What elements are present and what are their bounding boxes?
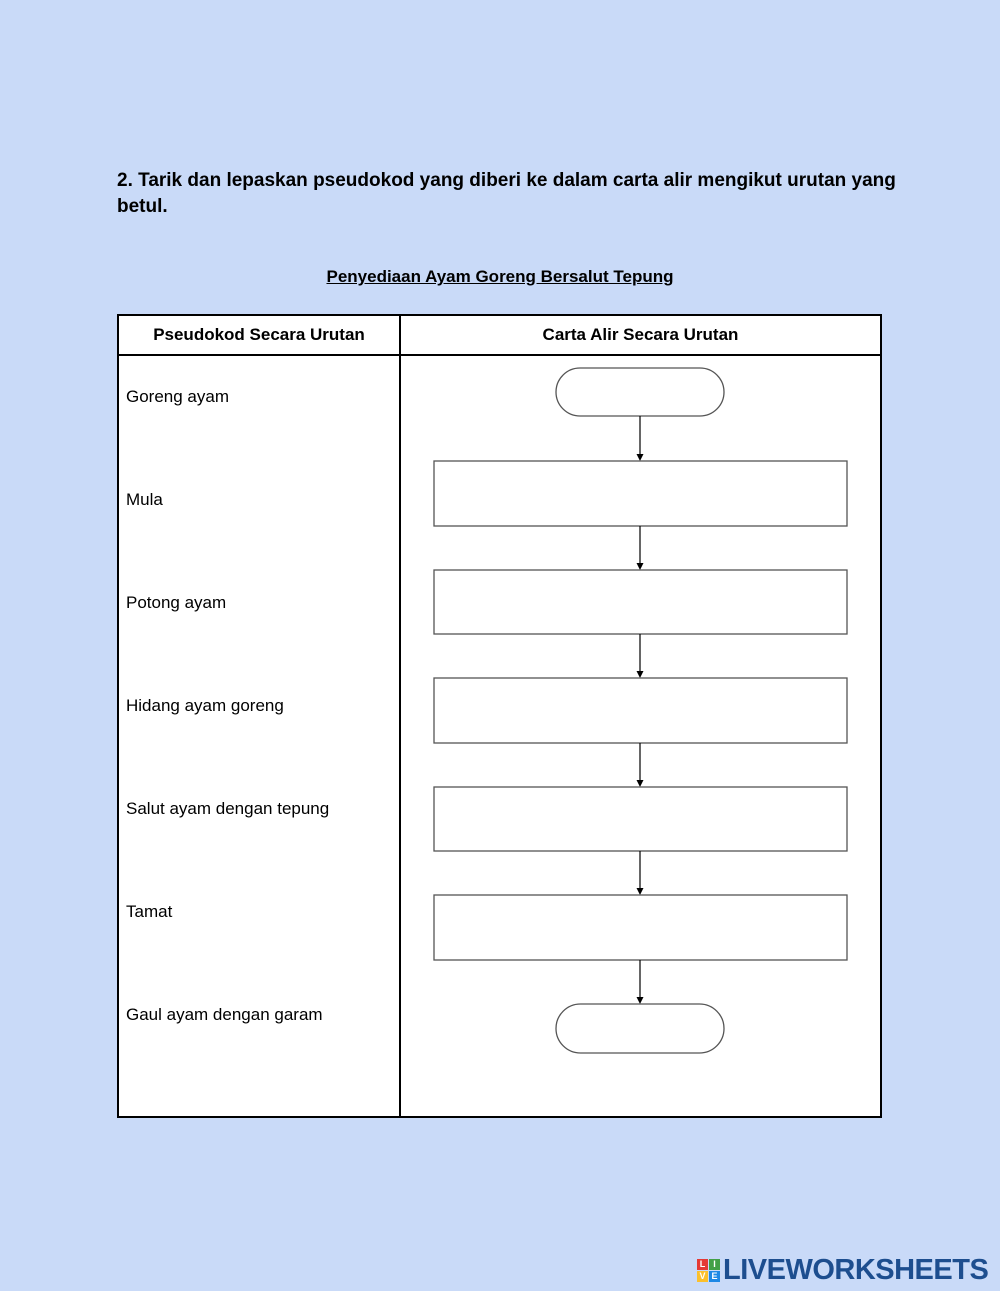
pseudocode-item[interactable]: Potong ayam — [126, 593, 227, 612]
pseudocode-column-header: Pseudokod Secara Urutan — [153, 325, 365, 344]
worksheet-title: Penyediaan Ayam Goreng Bersalut Tepung — [326, 267, 674, 286]
arrow-head-icon — [637, 454, 644, 461]
pseudocode-item[interactable]: Salut ayam dengan tepung — [126, 799, 330, 818]
worksheet-table — [117, 314, 882, 1118]
pseudocode-item[interactable]: Gaul ayam dengan garam — [126, 1005, 323, 1024]
flowchart-terminator-slot[interactable] — [556, 1004, 724, 1053]
arrow-head-icon — [637, 888, 644, 895]
arrow-head-icon — [637, 780, 644, 787]
pseudocode-item[interactable]: Mula — [126, 490, 163, 509]
question-text: 2. Tarik dan lepaskan pseudokod yang diberi ke dalam carta alir mengikut urutan yang betul. — [117, 170, 896, 217]
flowchart-process-slot[interactable] — [434, 461, 847, 526]
flowchart-process-slot[interactable] — [434, 678, 847, 743]
logo-tile: L — [697, 1259, 708, 1270]
flowchart-process-slot[interactable] — [434, 570, 847, 634]
logo-tile: I — [709, 1259, 720, 1270]
logo-tile: V — [697, 1271, 708, 1282]
flowchart — [119, 316, 880, 1116]
liveworksheets-logo — [697, 1255, 988, 1285]
brand-name: LIVEWORKSHEETS — [723, 1253, 989, 1286]
flowchart-process-slot[interactable] — [434, 895, 847, 960]
flowchart-terminator-slot[interactable] — [556, 368, 724, 416]
pseudocode-item[interactable]: Goreng ayam — [126, 387, 229, 406]
logo-tile: E — [709, 1271, 720, 1282]
pseudocode-item[interactable]: Tamat — [126, 902, 173, 921]
flowchart-process-slot[interactable] — [434, 787, 847, 851]
arrow-head-icon — [637, 563, 644, 570]
logo-mark-icon — [697, 1259, 720, 1282]
flowchart-column-header: Carta Alir Secara Urutan — [542, 325, 739, 344]
pseudocode-item[interactable]: Hidang ayam goreng — [126, 696, 284, 715]
arrow-head-icon — [637, 997, 644, 1004]
arrow-head-icon — [637, 671, 644, 678]
